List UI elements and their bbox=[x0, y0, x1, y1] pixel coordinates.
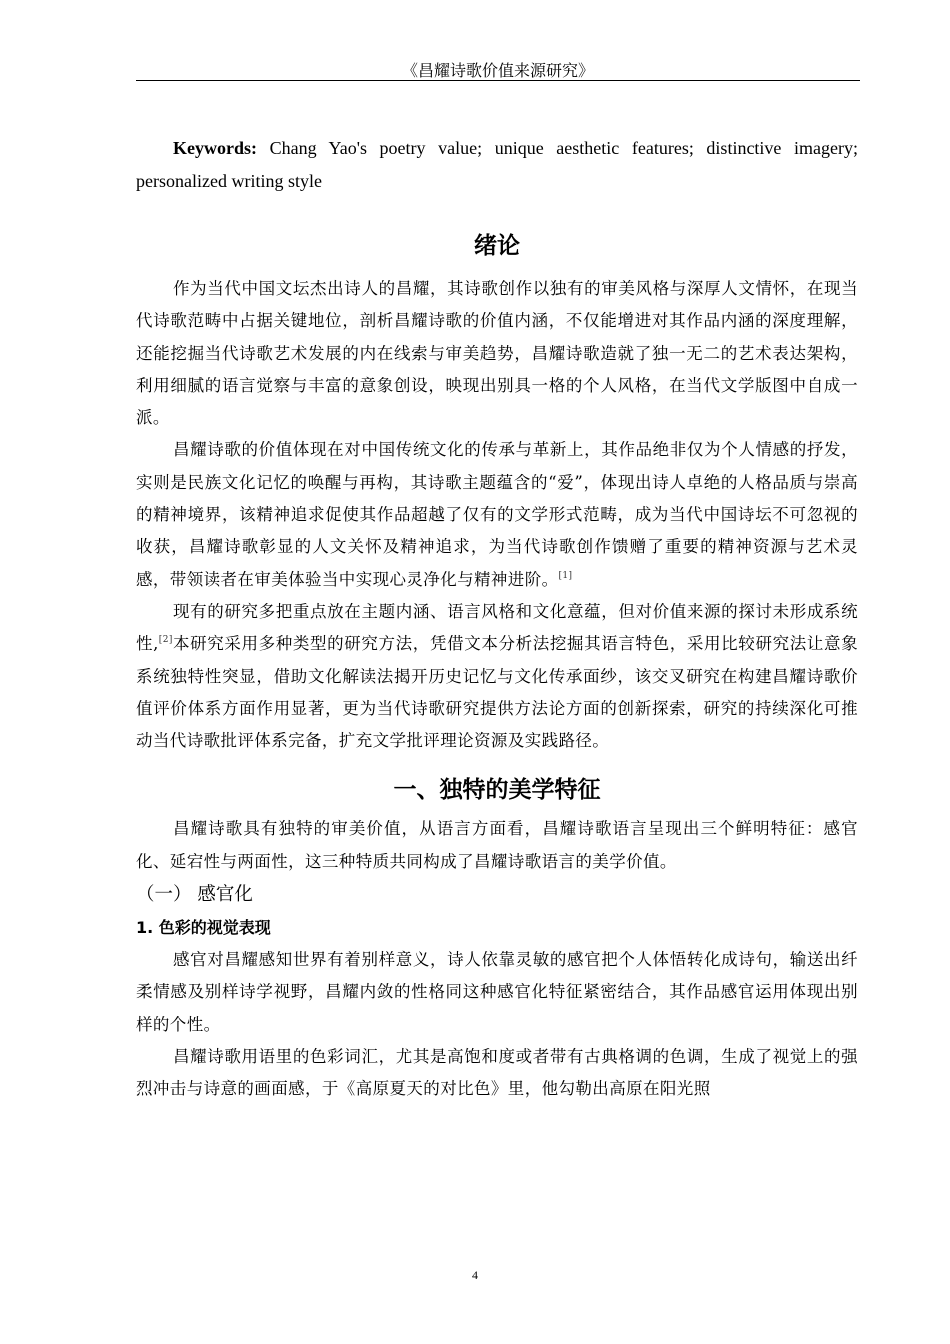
intro-body bbox=[136, 273, 858, 757]
keywords-paragraph bbox=[136, 132, 858, 198]
section-1-paragraph-3: 昌耀诗歌用语里的色彩词汇，尤其是高饱和度或者带有古典格调的色调，生成了视觉上的强烈冲击与诗意的画面感，于《高原夏天的对比色》里，他勾勒出高原在阳光照 bbox=[136, 1046, 858, 1099]
citation-2[interactable]: [2] bbox=[158, 635, 173, 646]
section-1-paragraph-1: 昌耀诗歌具有独特的审美价值，从语言方面看，昌耀诗歌语言呈现出三个鲜明特征：感官化、延宕性与两面性，这三种特质共同构成了昌耀诗歌语言的美学价值。 bbox=[136, 819, 858, 871]
running-header: 《昌耀诗歌价值来源研究》 bbox=[401, 61, 594, 80]
intro-paragraph-2 bbox=[136, 434, 858, 595]
section-1-body bbox=[136, 813, 858, 1105]
intro-heading: 绪论 bbox=[474, 233, 520, 259]
intro-paragraph-2-text: 昌耀诗歌的价值体现在对中国传统文化的传承与革新上，其作品绝非仅为个人情感的抒发，实则是民族文化记忆的唤醒与再构，其诗歌主题蕴含的“爱”，体现出诗人卓绝的人格品质与崇高的精神境界，该精神追求促使其作品超越了仅有的文学形式范畴，成为当代中国诗坛不可忽视的收获，昌耀诗歌彰显的人文关怀及精神追求，为当代诗歌创作馈赠了重要的精神资源与艺术灵感，带领读者在审美体验当中实现心灵净化与精神进阶。 bbox=[136, 440, 858, 589]
page-number: 4 bbox=[472, 1268, 478, 1282]
intro-paragraph-3-text-b: 本研究采用多种类型的研究方法，凭借文本分析法挖掘其语言特色，采用比较研究法让意象系统独特性突显，借助文化解读法揭开历史记忆与文化传承面纱，该交叉研究在构建昌耀诗歌价值评价体系方面作用显著，更为当代诗歌研究提供方法论方面的创新探索，研究的持续深化可推动当代诗歌批评体系完备，扩充文学批评理论资源及实践路径。 bbox=[136, 634, 859, 751]
header-rule bbox=[136, 80, 860, 81]
subsection-heading: （一） 感官化 bbox=[136, 884, 253, 906]
keywords-text: Chang Yao's poetry value; unique aesthetic features; distinctive imagery; personalized writing style bbox=[136, 138, 858, 191]
intro-paragraph-1: 作为当代中国文坛杰出诗人的昌耀，其诗歌创作以独有的审美风格与深厚人文情怀，在现当代诗歌范畴中占据关键地位，剖析昌耀诗歌的价值内涵，不仅能增进对其作品内涵的深度理解，还能挖掘当代诗歌艺术发展的内在线索与审美趋势，昌耀诗歌造就了独一无二的艺术表达架构，利用细腻的语言觉察与丰富的意象创设，映现出别具一格的个人风格，在当代文学版图中自成一派。 bbox=[136, 279, 858, 428]
keywords-label: Keywords: bbox=[173, 138, 257, 158]
citation-1[interactable]: [1] bbox=[558, 570, 573, 581]
section-1-paragraph-2: 感官对昌耀感知世界有着别样意义，诗人依靠灵敏的感官把个人体悟转化成诗句，输送出纤柔情感及别样诗学视野，昌耀内敛的性格同这种感官化特征紧密结合，其作品感官运用体现出别样的个性。 bbox=[136, 950, 858, 1034]
page-content bbox=[136, 132, 858, 1106]
intro-paragraph-3-text-a: 现有的研究多把重点放在主题内涵、语言风格和文化意蕴，但对价值来源的探讨未形成系统性, bbox=[136, 601, 858, 654]
subsubsection-heading: 1. 色彩的视觉表现 bbox=[136, 918, 271, 938]
intro-paragraph-3 bbox=[136, 596, 858, 757]
section-1-heading: 一、独特的美学特征 bbox=[393, 777, 601, 804]
